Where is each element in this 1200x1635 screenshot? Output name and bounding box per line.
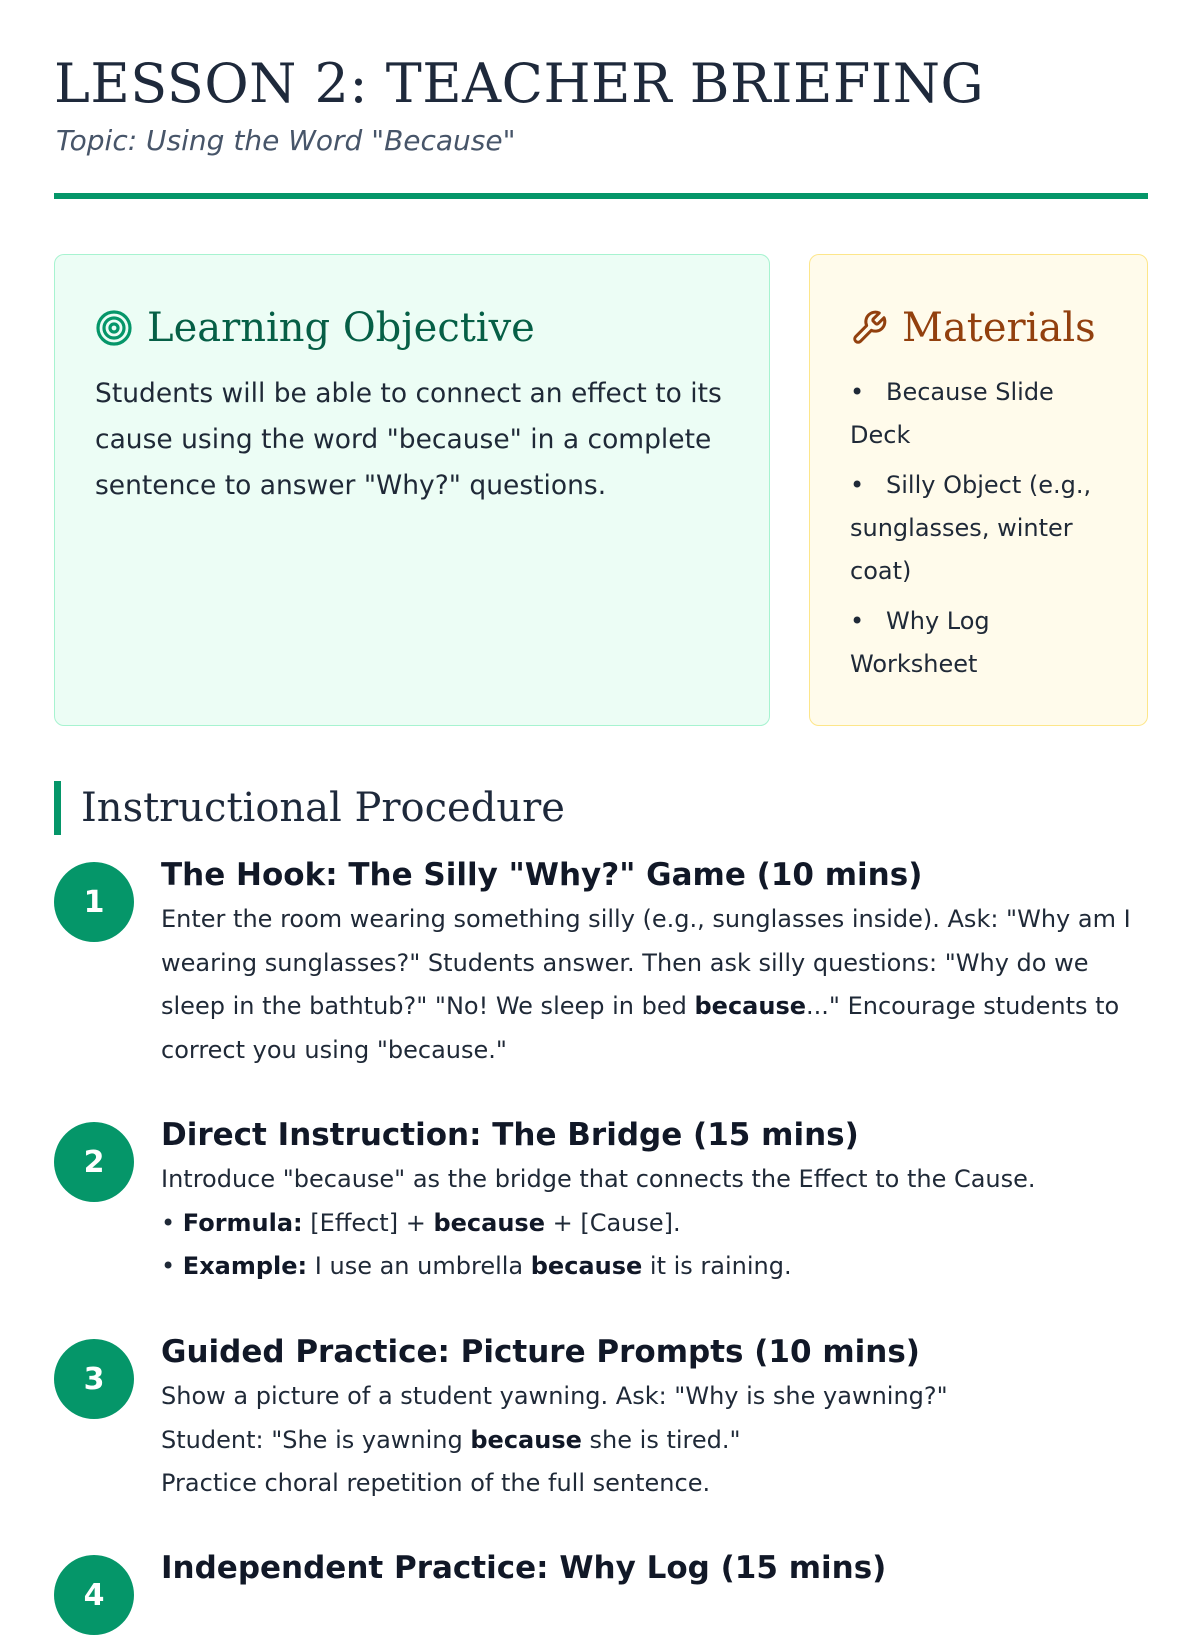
step-title: Guided Practice: Picture Prompts (10 mins)	[161, 1334, 920, 1370]
step-line: Show a picture of a student yawning. Ask: "Why is she yawning?"	[161, 1382, 948, 1410]
materials-header	[850, 293, 1107, 363]
step-body	[161, 1329, 1141, 1506]
header-divider	[54, 193, 1148, 199]
step-title: The Hook: The Silly "Why?" Game (10 mins)	[161, 857, 923, 893]
step-text: Enter the room wearing something silly (e.g., sunglasses inside). Ask: "Why am I wearing sunglasses?" Students answer. Then ask silly questions: "Why do we sleep in the bathtub?" "No! We sleep in bed because..." Encourage students to correct you using "because."	[161, 905, 1131, 1064]
page-subtitle: Topic: Using the Word "Because"	[56, 124, 516, 157]
learning-objective-card	[54, 254, 770, 726]
step-number-badge: 1	[54, 862, 134, 942]
step-title: Direct Instruction: The Bridge (15 mins)	[161, 1117, 859, 1153]
bullet-icon: •	[850, 471, 865, 499]
learning-objective-heading: Learning Objective	[147, 305, 535, 351]
step-number-badge: 3	[54, 1339, 134, 1419]
step-line: Student: "She is yawning because she is tired."	[161, 1425, 741, 1454]
step-body	[161, 1112, 1141, 1289]
step-number-badge: 4	[54, 1555, 134, 1635]
materials-list	[850, 371, 1107, 686]
step-intro: Introduce "because" as the bridge that connects the Effect to the Cause.	[161, 1165, 1036, 1193]
step-body	[161, 1545, 1141, 1591]
procedure-heading: Instructional Procedure	[81, 785, 565, 831]
step-bullet: • Example: I use an umbrella because it is raining.	[161, 1252, 792, 1280]
step-text	[161, 1375, 1141, 1506]
step-bullet: • Formula: [Effect] + because + [Cause].	[161, 1208, 681, 1237]
step-text	[161, 1158, 1141, 1289]
materials-item: • Because Slide Deck	[850, 371, 1107, 457]
wrench-icon	[850, 309, 888, 347]
learning-objective-header	[95, 293, 729, 363]
step-number-badge: 2	[54, 1122, 134, 1202]
bullet-icon: •	[850, 378, 865, 406]
step-title: Independent Practice: Why Log (15 mins)	[161, 1550, 887, 1586]
materials-heading: Materials	[902, 305, 1096, 351]
step-body	[161, 852, 1141, 1072]
bullet-icon: •	[850, 607, 865, 635]
materials-item: • Silly Object (e.g., sunglasses, winter coat)	[850, 464, 1107, 593]
target-icon	[95, 309, 133, 347]
materials-card	[809, 254, 1148, 726]
procedure-section-header	[54, 781, 565, 835]
materials-item: • Why Log Worksheet	[850, 600, 1107, 686]
step-line: Practice choral repetition of the full sentence.	[161, 1469, 711, 1497]
learning-objective-text: Students will be able to connect an effect to its cause using the word "because" in a complete sentence to answer "Why?" questions.	[95, 378, 722, 501]
page-title: LESSON 2: TEACHER BRIEFING	[54, 52, 985, 115]
